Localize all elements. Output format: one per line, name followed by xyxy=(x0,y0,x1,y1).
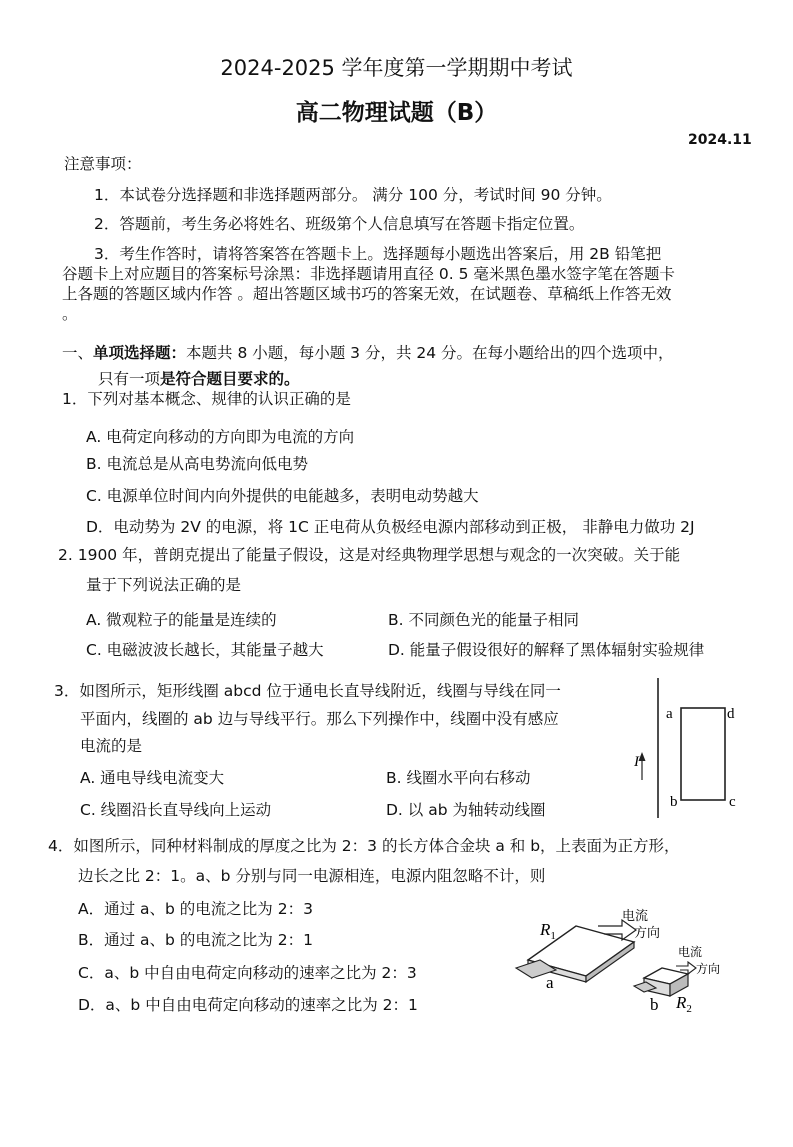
section-1-desc: 本题共 8 小题，每小题 3 分，共 24 分。在每小题给出的四个选项中， xyxy=(186,344,674,362)
q2-option-b: B. 不同颜色光的能量子相同 xyxy=(388,611,579,629)
section-1-line-2 xyxy=(98,367,300,389)
direction-word-b: 方向 xyxy=(696,962,721,976)
q1-stem: 1．下列对基本概念、规律的认识正确的是 xyxy=(62,390,351,408)
q3-option-c: C. 线圈沿长直导线向上运动 xyxy=(80,801,272,819)
q2-option-d: D. 能量子假设很好的解释了黑体辐射实验规律 xyxy=(388,641,705,659)
coil-label-d: d xyxy=(727,706,735,722)
block-b xyxy=(634,968,688,996)
exam-date: 2024.11 xyxy=(688,132,752,148)
q4-option-d: D．a、b 中自由电荷定向移动的速率之比为 2：1 xyxy=(78,996,418,1014)
q3-stem-line-1: 3．如图所示，矩形线圈 abcd 位于通电长直导线附近，线圈与导线在同一 xyxy=(54,682,561,700)
current-word-b: 电流 xyxy=(678,945,703,959)
section-1-label: 一、 xyxy=(62,344,94,362)
r2-letter: R xyxy=(676,993,687,1012)
exam-title: 2024-2025 学年度第一学期期中考试 xyxy=(220,56,573,80)
section-1-title: 单项选择题： xyxy=(93,344,187,362)
current-label: I xyxy=(634,754,639,770)
current-word-a: 电流 xyxy=(622,908,649,923)
q4-option-a: A．通过 a、b 的电流之比为 2：3 xyxy=(78,900,313,918)
q4-stem-line-1: 4．如图所示，同种材料制成的厚度之比为 2：3 的长方体合金块 a 和 b，上表面为正方形， xyxy=(48,837,680,855)
coil-rectangle xyxy=(681,708,725,800)
notice-item-3-line-3: 上各题的答题区域内作答 。超出答题区域书巧的答案无效，在试题卷、草稿纸上作答无效 xyxy=(62,285,672,303)
section-1-heading xyxy=(62,341,674,363)
q3-option-d: D. 以 ab 为轴转动线圈 xyxy=(386,801,546,819)
direction-word-a: 方向 xyxy=(634,925,661,940)
q3-stem-line-2: 平面内，线圈的 ab 边与导线平行。那么下列操作中，线圈中没有感应 xyxy=(80,710,559,728)
r1-subscript: 1 xyxy=(550,930,556,942)
current-arrowhead xyxy=(639,752,646,761)
block-a-label: a xyxy=(546,973,554,992)
q4-option-b: B．通过 a、b 的电流之比为 2：1 xyxy=(78,931,313,949)
notice-item-3-line-1: 3．考生作答时，请将答案答在答题卡上。选择题每小题选出答案后，用 2B 铅笔把 xyxy=(94,245,662,263)
section-1-line-2-a: 只有一项 xyxy=(98,370,161,388)
r2-label xyxy=(675,993,692,1015)
notice-heading: 注意事项： xyxy=(64,155,142,173)
q4-figure xyxy=(510,902,750,1024)
block-b-label: b xyxy=(650,995,659,1014)
q2-stem-line-2: 量于下列说法正确的是 xyxy=(86,576,242,594)
notice-item-3-line-2: 谷题卡上对应题目的答案标号涂黑：非选择题请用直径 0. 5 毫米黑色墨水签字笔在答题卡 xyxy=(62,265,675,283)
q4-option-c: C．a、b 中自由电荷定向移动的速率之比为 2：3 xyxy=(78,964,417,982)
coil-label-a: a xyxy=(666,706,673,722)
notice-item-1: 1．本试卷分选择题和非选择题两部分。 满分 100 分，考试时间 90 分钟。 xyxy=(94,186,612,204)
notice-item-2: 2．答题前，考生务必将姓名、班级第个人信息填写在答题卡指定位置。 xyxy=(94,215,585,233)
q3-option-a: A. 通电导线电流变大 xyxy=(80,769,225,787)
q1-option-a: A. 电荷定向移动的方向即为电流的方向 xyxy=(86,428,355,446)
q1-option-c: C. 电源单位时间内向外提供的电能越多，表明电动势越大 xyxy=(86,487,479,505)
q1-option-d: D．电动势为 2V 的电源，将 1C 正电荷从负极经电源内部移动到正极， 非静电力做功 2J xyxy=(86,518,695,536)
q2-option-c: C. 电磁波波长越长，其能量子越大 xyxy=(86,641,324,659)
notice-item-3-line-4: 。 xyxy=(62,305,78,323)
paper-subtitle: 高二物理试题（B） xyxy=(295,100,498,126)
q3-option-b: B. 线圈水平向右移动 xyxy=(386,769,531,787)
coil-label-b: b xyxy=(670,794,678,810)
q1-option-b: B. 电流总是从高电势流向低电势 xyxy=(86,455,308,473)
q2-stem-line-1: 2. 1900 年，普朗克提出了能量子假设，这是对经典物理学思想与观念的一次突破。关于能 xyxy=(58,546,681,564)
q2-option-a: A. 微观粒子的能量是连续的 xyxy=(86,611,277,629)
coil-label-c: c xyxy=(729,794,736,810)
r2-subscript: 2 xyxy=(686,1003,692,1015)
q4-stem-line-2: 边长之比 2：1。a、b 分别与同一电源相连，电源内阻忽略不计，则 xyxy=(78,867,546,885)
q3-figure xyxy=(620,672,750,822)
r1-label xyxy=(539,920,556,942)
section-1-line-2-b: 是符合题目要求的。 xyxy=(160,370,300,388)
q3-stem-line-3: 电流的是 xyxy=(80,737,143,755)
r1-letter: R xyxy=(540,920,551,939)
